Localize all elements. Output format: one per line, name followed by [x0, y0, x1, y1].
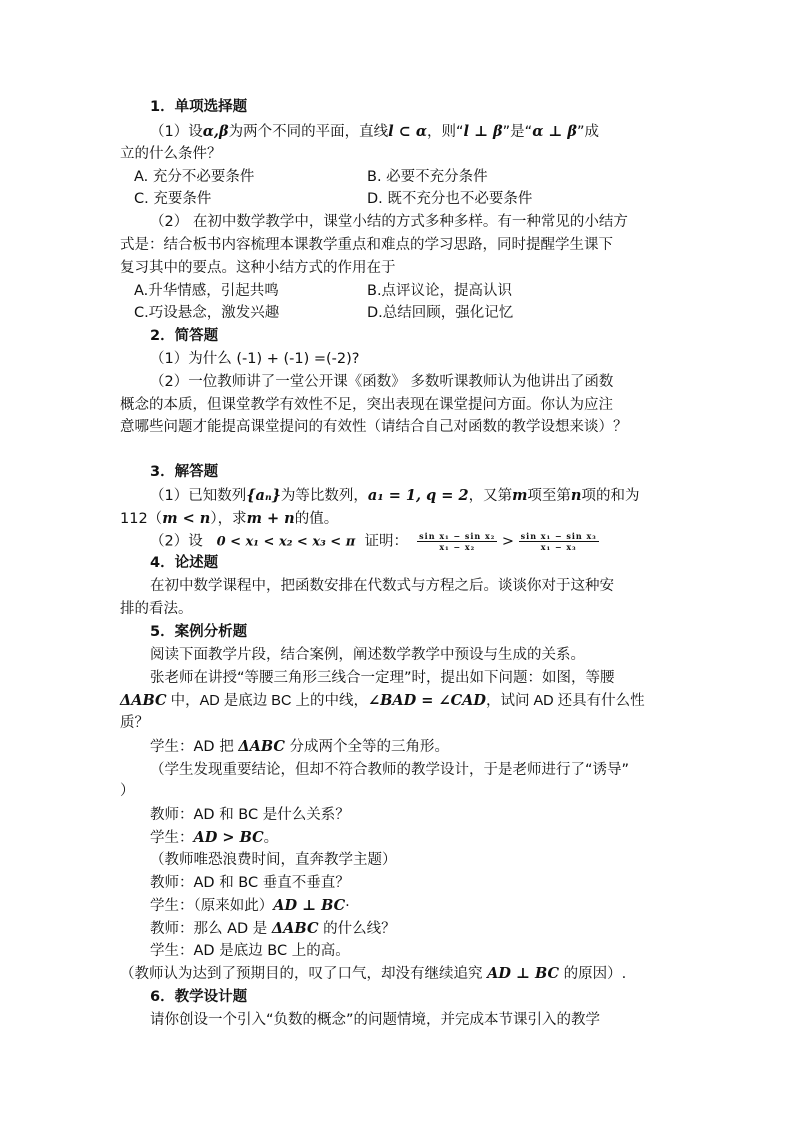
math-triangle-abc: ΔABC — [120, 692, 167, 709]
s1-q2-option-c: C.巧设悬念，激发兴趣 — [134, 305, 280, 321]
s1-q2-option-b: B.点评议论，提高认识 — [367, 283, 513, 299]
fraction-left: $\frac{\text{sin x₁ − sin x₂}}{\text{x₁ − x₂}}$ — [419, 531, 496, 552]
s1-q2-line2: 式是：结合板书内容梳理本课教学重点和难点的学习思路，同时提醒学生课下 — [120, 237, 613, 253]
s2-q2-line1: （2）一位教师讲了一堂公开课《函数》 多数听课教师认为他讲出了函数 — [150, 374, 614, 390]
s2-q1: （1）为什么 (-1) + (-1) =(-2)? — [150, 351, 360, 367]
s3-q1-line2: 112（m < n），求m + n的值。 — [120, 510, 339, 527]
math-m-plus-n: m + n — [246, 510, 295, 527]
s4-line2: 排的看法。 — [120, 601, 193, 617]
section-4-title: 4．论述题 — [150, 555, 219, 571]
s2-q2-line3: 意哪些问题才能提高课堂提问的有效性（请结合自己对函数的教学设想来谈）？ — [120, 419, 628, 435]
s5-dialog-7: 学生：AD 是底边 BC 上的高。 — [150, 943, 350, 959]
s5-dialog-5: 学生：（原来如此）AD ⊥ BC· — [150, 897, 350, 914]
s5-para1-line3: 质？ — [120, 715, 149, 731]
section-2-title: 2．简答题 — [150, 328, 219, 344]
s5-dialog-2: 教师：AD 和 BC 是什么关系？ — [150, 807, 350, 823]
math-m-lt-n: m < n — [162, 510, 211, 527]
s1-q2-option-a: A.升华情感，引起共鸣 — [134, 283, 279, 299]
s5-dialog-4: 教师：AD 和 BC 垂直不垂直？ — [150, 875, 350, 891]
s5-note-3: （教师认为达到了预期目的，叹了口气，却没有继续追究 AD ⊥ BC 的原因）. — [120, 965, 627, 982]
math-alpha-perp-beta: α ⊥ β — [532, 123, 578, 140]
s1-q1-line2: 立的什么条件？ — [120, 146, 222, 162]
s5-note-1: （学生发现重要结论，但却不符合教师的教学设计，于是老师进行了“诱导” — [150, 762, 630, 778]
s4-line1: 在初中数学课程中，把函数安排在代数式与方程之后。谈谈你对于这种安 — [150, 578, 614, 594]
s1-q1-option-b: B. 必要不充分条件 — [367, 169, 488, 185]
s3-q2-line: （2）设 0 < x₁ < x₂ < x₃ < π 证明： $\frac{\text{sin x₁ − sin x₂}}{\text{x₁ − x₂}}$ > $\frac{\text{sin x₁ − sin x₃}}{\text{x₁ − x₃}}$ — [150, 531, 597, 552]
s5-note-1-end: ） — [120, 783, 135, 799]
s5-dialog-1: 学生：AD 把 ΔABC 分成两个全等的三角形。 — [150, 738, 449, 755]
math-a1-q: a₁ = 1, q = 2 — [367, 487, 469, 504]
s1-q1-option-a: A. 充分不必要条件 — [134, 169, 255, 185]
s1-q2-line1: （2） 在初中数学教学中，课堂小结的方式多种多样。有一种常见的小结方 — [150, 214, 628, 230]
s2-q2-line2: 概念的本质，但课堂教学有效性不足，突出表现在课堂提问方面。你认为应注 — [120, 397, 613, 413]
math-alpha-beta: α,β — [202, 123, 229, 140]
math-l-perp-beta: l ⊥ β — [463, 123, 503, 140]
section-6-title: 6．教学设计题 — [150, 989, 248, 1005]
s6-line1: 请你创设一个引入“负数的概念”的问题情境，并完成本节课引入的教学 — [150, 1012, 601, 1028]
s5-dialog-6: 教师：那么 AD 是 ΔABC 的什么线？ — [150, 920, 396, 937]
math-n: n — [570, 487, 582, 504]
s3-q1-line1: （1）已知数列{aₙ}为等比数列，a₁ = 1, q = 2，又第m项至第n项的和为 — [150, 487, 640, 504]
s5-note-2: （教师唯恐浪费时间，直奔教学主题） — [150, 852, 397, 868]
s1-q2-option-d: D.总结回顾，强化记忆 — [367, 305, 514, 321]
fraction-right: $\frac{\text{sin x₁ − sin x₃}}{\text{x₁ − x₃}}$ — [520, 531, 597, 552]
math-inequality: 0 < x₁ < x₂ < x₃ < π — [216, 534, 356, 550]
s5-para1-line2: ΔABC 中，AD 是底边 BC 上的中线，∠BAD = ∠CAD，试问 AD 还具有什么性 — [120, 692, 645, 709]
math-sequence-an: {aₙ} — [246, 487, 281, 504]
math-m: m — [512, 487, 528, 504]
math-l-subset-alpha: l ⊂ α — [388, 123, 427, 140]
section-1-title: 1．单项选择题 — [150, 99, 248, 115]
s1-q1-option-d: D. 既不充分也不必要条件 — [367, 191, 533, 207]
s5-para1-line1: 张老师在讲授“等腰三角形三线合一定理”时，提出如下问题：如图，等腰 — [150, 670, 615, 686]
math-angle-equal: ∠BAD = ∠CAD — [367, 692, 486, 709]
s1-q2-line3: 复习其中的要点。这种小结方式的作用在于 — [120, 260, 396, 276]
section-3-title: 3．解答题 — [150, 464, 219, 480]
section-5-title: 5．案例分析题 — [150, 624, 248, 640]
s5-dialog-3: 学生：AD > BC。 — [150, 829, 279, 846]
s1-q1-option-c: C. 充要条件 — [134, 191, 212, 207]
s5-intro: 阅读下面教学片段，结合案例，阐述数学教学中预设与生成的关系。 — [150, 647, 585, 663]
s1-q1-line1: （1）设α,β为两个不同的平面，直线l ⊂ α，则“l ⊥ β”是“α ⊥ β”成 — [150, 123, 600, 140]
